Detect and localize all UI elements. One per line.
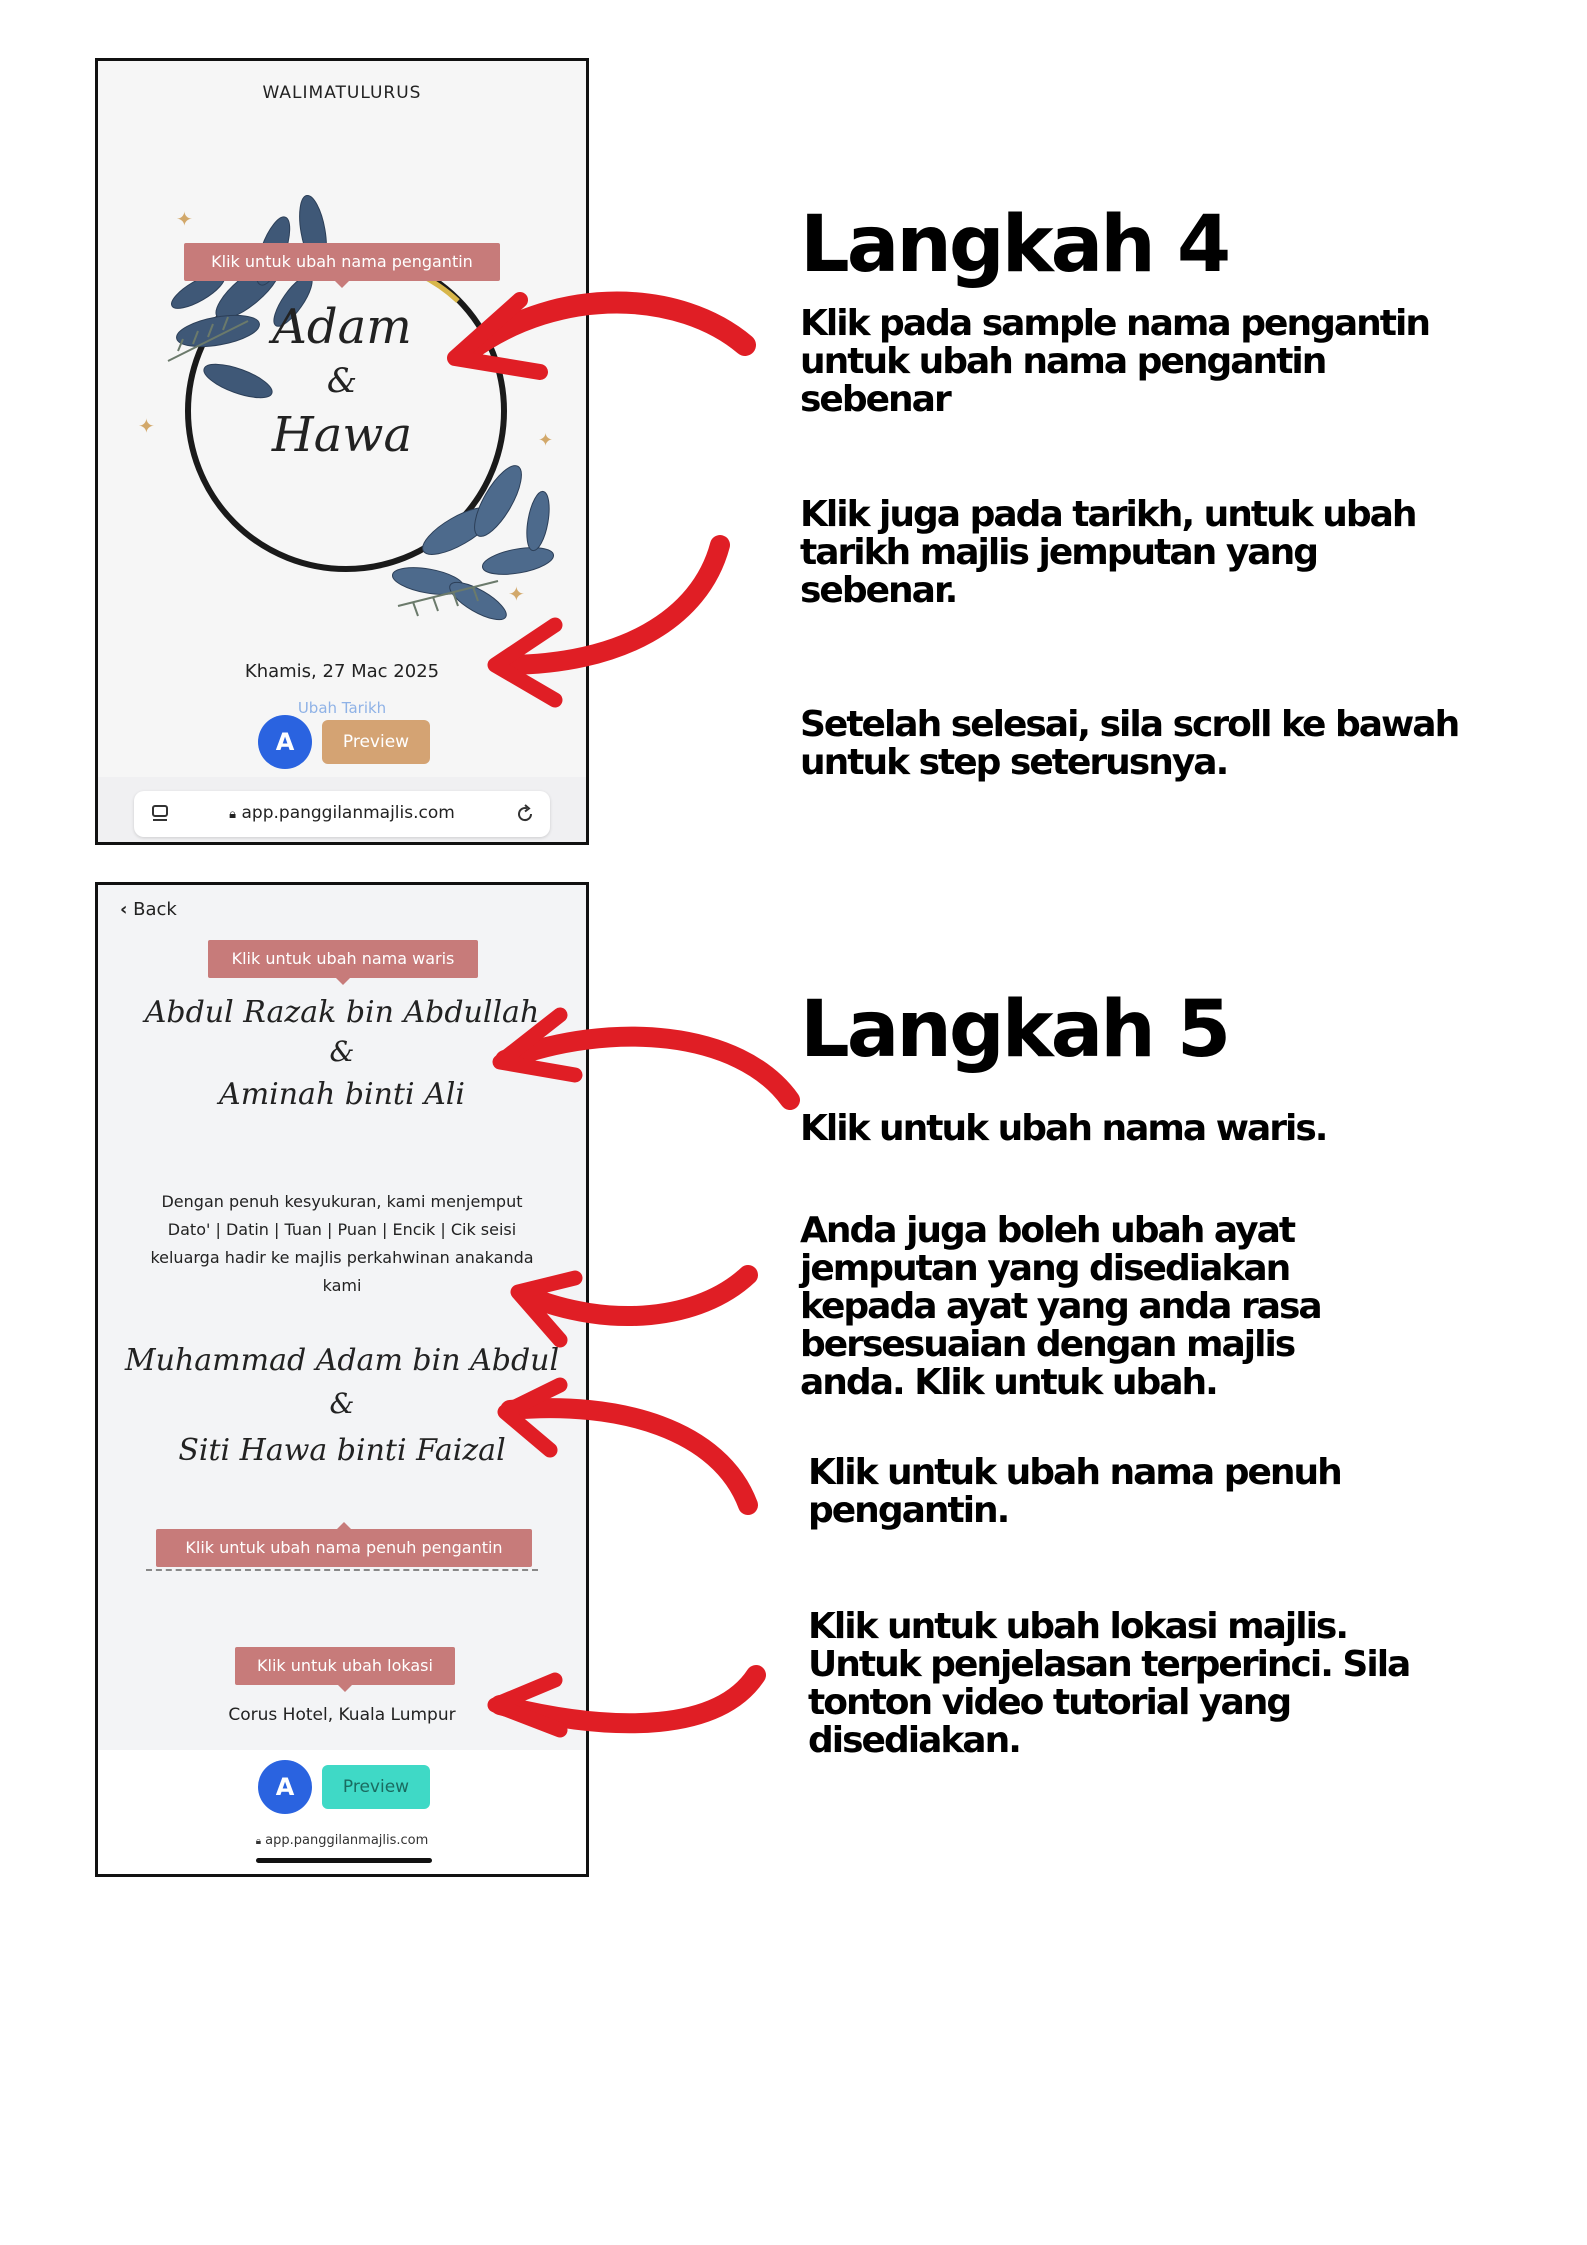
svg-text:✦: ✦ [176, 207, 193, 231]
invitation-title: WALIMATULURUS [262, 83, 422, 103]
tooltip-edit-parents-name[interactable]: Klik untuk ubah nama waris [208, 940, 478, 978]
invitation-text[interactable]: Dengan penuh kesyukuran, kami menjemput Dato' | Datin | Tuan | Puan | Encik | Cik seisi keluarga hadir ke majlis perkahwinan anakanda kami [150, 1192, 534, 1295]
url-text: app.panggilanmajlis.com [265, 1833, 429, 1848]
arrow-to-date [505, 545, 720, 665]
parents-ampersand: & [329, 1035, 355, 1068]
step5-instruction-3: Klik untuk ubah nama penuh pengantin. [808, 1452, 1341, 1531]
preview-button[interactable]: Preview [322, 1765, 430, 1809]
bride-full-name[interactable]: Siti Hawa binti Faizal [178, 1433, 506, 1468]
lock-icon: 🔒︎ [255, 1836, 262, 1847]
step5-instruction-4: Klik untuk ubah lokasi majlis. Untuk penjelasan terperinci. Sila tonton video tutorial yang disediakan. [808, 1606, 1410, 1761]
bride-name[interactable]: Hawa [271, 407, 413, 463]
step5-instruction-1: Klik untuk ubah nama waris. [800, 1108, 1327, 1149]
back-button[interactable]: ‹ Back [120, 899, 177, 920]
event-date[interactable]: Khamis, 27 Mac 2025 [244, 661, 440, 682]
svg-text:✦: ✦ [538, 430, 554, 451]
step4-instruction-3: Setelah selesai, sila scroll ke bawah untuk step seterusnya. [800, 704, 1459, 783]
mother-name[interactable]: Aminah binti Ali [219, 1077, 465, 1112]
step5-instruction-2: Anda juga boleh ubah ayat jemputan yang disediakan kepada ayat yang anda rasa bersesuaian dengan majlis anda. Klik untuk ubah. [800, 1210, 1321, 1403]
avatar[interactable]: A [258, 715, 312, 769]
couple-ampersand: & [329, 1387, 355, 1420]
svg-text:✦: ✦ [508, 582, 525, 606]
preview-button[interactable]: Preview [322, 720, 430, 764]
groom-name[interactable]: Adam [272, 299, 412, 355]
url-text: app.panggilanmajlis.com [241, 803, 455, 823]
svg-text:✦: ✦ [138, 414, 155, 438]
lock-icon: 🔒︎ [229, 807, 237, 822]
avatar[interactable]: A [258, 1760, 312, 1814]
step4-instruction-2: Klik juga pada tarikh, untuk ubah tarikh majlis jemputan yang sebenar. [800, 494, 1416, 611]
tooltip-edit-couple-name[interactable]: Klik untuk ubah nama pengantin [184, 243, 500, 281]
step4-heading: Langkah 4 [800, 200, 1229, 290]
tooltip-edit-location[interactable]: Klik untuk ubah lokasi [235, 1647, 455, 1685]
ampersand: & [326, 361, 358, 401]
step4-instruction-1: Klik pada sample nama pengantin untuk ubah nama pengantin sebenar [800, 303, 1429, 420]
groom-full-name[interactable]: Muhammad Adam bin Abdul [124, 1343, 560, 1378]
change-date-link[interactable]: Ubah Tarikh [297, 699, 387, 717]
father-name[interactable]: Abdul Razak bin Abdullah [144, 995, 540, 1030]
arrow-to-full-name [510, 1408, 748, 1505]
venue-location[interactable]: Corus Hotel, Kuala Lumpur [228, 1705, 456, 1725]
step5-heading: Langkah 5 [800, 985, 1229, 1075]
tooltip-edit-full-name[interactable]: Klik untuk ubah nama penuh pengantin [156, 1529, 532, 1567]
chevron-left-icon: ‹ [120, 899, 128, 920]
